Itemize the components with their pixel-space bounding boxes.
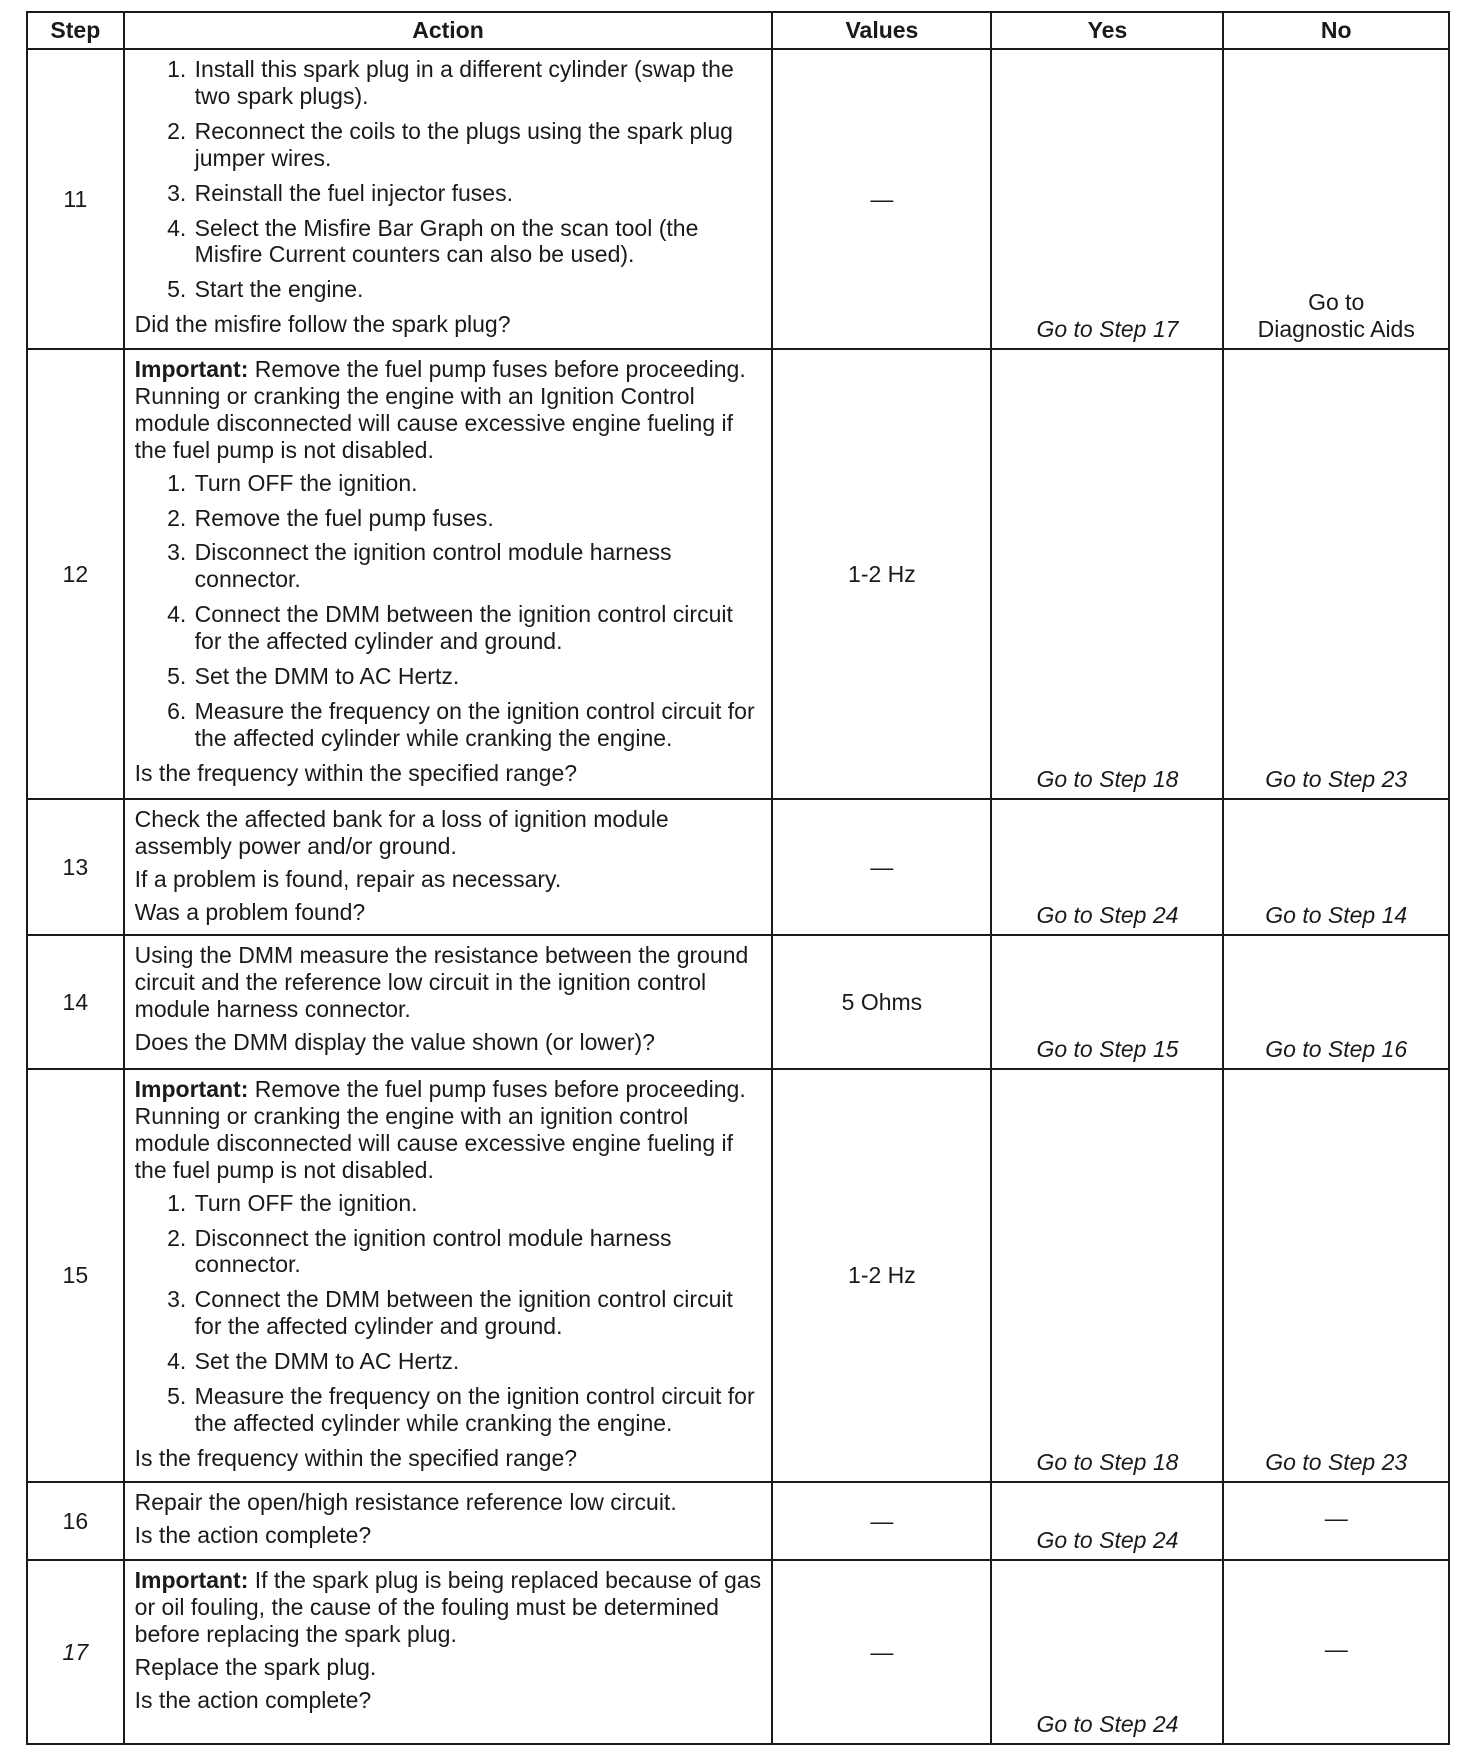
important-text: Remove the fuel pump fuses before proceeding. Running or cranking the engine with an Ignition Control module disconnected will cause excessive engine fueling if the fuel pump is not disabled.: [134, 356, 746, 463]
header-no: No: [1223, 12, 1449, 49]
no-cell: —: [1223, 1482, 1449, 1560]
no-cell: Go to Step 16: [1223, 935, 1449, 1069]
step-number: 13: [27, 799, 124, 935]
important-note: [135, 356, 762, 464]
action-cell: [124, 49, 773, 349]
important-label: Important:: [134, 356, 249, 382]
list-item: 5. Set the DMM to AC Hertz.: [193, 663, 762, 690]
action-question: Is the action complete?: [134, 1521, 372, 1548]
list-item: 4. Set the DMM to AC Hertz.: [193, 1348, 762, 1375]
table-row: [27, 1560, 1449, 1744]
no-cell: [1223, 49, 1449, 349]
header-yes: Yes: [991, 12, 1223, 49]
action-question: Did the misfire follow the spark plug?: [134, 311, 511, 338]
action-text: Check the affected bank for a loss of ignition module assembly power and/or ground.: [134, 806, 669, 859]
values-cell: 1-2 Hz: [772, 349, 991, 799]
step-number: 16: [27, 1482, 124, 1560]
action-text: Repair the open/high resistance reference low circuit.: [134, 1489, 677, 1515]
action-question: Is the frequency within the specified range?: [134, 1444, 578, 1471]
no-line-2: Diagnostic Aids: [1257, 316, 1415, 343]
action-cell: [124, 349, 773, 799]
table-row: [27, 49, 1449, 349]
values-cell: 1-2 Hz: [772, 1069, 991, 1482]
list-item: 5. Start the engine.: [193, 276, 762, 303]
list-item: 6. Measure the frequency on the ignition control circuit for the affected cylinder while cranking the engine.: [193, 698, 762, 752]
important-label: Important:: [134, 1076, 249, 1102]
list-item: 3. Reinstall the fuel injector fuses.: [193, 180, 762, 207]
important-text: Remove the fuel pump fuses before proceeding. Running or cranking the engine with an ignition control module disconnected will cause excessive engine fueling if the fuel pump is not disabled.: [134, 1076, 746, 1183]
action-text: Using the DMM measure the resistance between the ground circuit and the reference low circuit in the ignition control module harness connector.: [134, 942, 749, 1022]
step-number: 17: [27, 1560, 124, 1744]
header-row: [27, 12, 1449, 49]
values-cell: 5 Ohms: [772, 935, 991, 1069]
action-steps-list: [135, 1190, 762, 1437]
list-item: 1. Turn OFF the ignition.: [193, 1190, 762, 1217]
important-text: If the spark plug is being replaced because of gas or oil fouling, the cause of the fouling must be determined before replacing the spark plug.: [134, 1567, 762, 1647]
table-row: [27, 799, 1449, 935]
yes-cell: Go to Step 18: [991, 349, 1223, 799]
step-number: 11: [27, 49, 124, 349]
no-cell: Go to Step 14: [1223, 799, 1449, 935]
action-question: Is the action complete?: [134, 1686, 372, 1713]
no-line-1: Go to: [1308, 289, 1365, 316]
values-cell: —: [772, 49, 991, 349]
action-cell: [124, 1482, 773, 1560]
yes-cell: Go to Step 18: [991, 1069, 1223, 1482]
values-cell: —: [772, 1560, 991, 1744]
table-row: [27, 935, 1449, 1069]
list-item: 2. Remove the fuel pump fuses.: [193, 505, 762, 532]
action-cell: [124, 799, 773, 935]
step-number: 12: [27, 349, 124, 799]
table-row: [27, 1482, 1449, 1560]
action-steps-list: [135, 470, 762, 752]
diagnostic-table: [26, 11, 1450, 1745]
step-number: 15: [27, 1069, 124, 1482]
table-row: [27, 1069, 1449, 1482]
action-question: Was a problem found?: [134, 898, 366, 925]
list-item: 1. Install this spark plug in a different cylinder (swap the two spark plugs).: [193, 56, 762, 110]
action-question: Is the frequency within the specified range?: [134, 759, 578, 786]
header-step: Step: [27, 12, 124, 49]
important-note: [135, 1076, 762, 1184]
action-text: If a problem is found, repair as necessary.: [134, 865, 562, 892]
header-action: Action: [124, 12, 773, 49]
action-steps-list: [135, 56, 762, 303]
list-item: 2. Disconnect the ignition control module harness connector.: [193, 1225, 762, 1279]
yes-cell: Go to Step 15: [991, 935, 1223, 1069]
important-label: Important:: [134, 1567, 249, 1593]
list-item: 3. Connect the DMM between the ignition control circuit for the affected cylinder and ground.: [193, 1286, 762, 1340]
list-item: 4. Connect the DMM between the ignition control circuit for the affected cylinder and ground.: [193, 601, 762, 655]
important-note: [135, 1567, 762, 1648]
yes-cell: Go to Step 17: [991, 49, 1223, 349]
diagnostic-table-page: [26, 11, 1450, 1745]
list-item: 5. Measure the frequency on the ignition control circuit for the affected cylinder while cranking the engine.: [193, 1383, 762, 1437]
action-cell: [124, 1069, 773, 1482]
list-item: 3. Disconnect the ignition control module harness connector.: [193, 539, 762, 593]
values-cell: —: [772, 1482, 991, 1560]
values-cell: —: [772, 799, 991, 935]
yes-cell: Go to Step 24: [991, 1482, 1223, 1560]
no-cell: Go to Step 23: [1223, 349, 1449, 799]
yes-cell: Go to Step 24: [991, 799, 1223, 935]
no-cell: —: [1223, 1560, 1449, 1744]
yes-cell: Go to Step 24: [991, 1560, 1223, 1744]
step-number: 14: [27, 935, 124, 1069]
list-item: 2. Reconnect the coils to the plugs using the spark plug jumper wires.: [193, 118, 762, 172]
action-question: Does the DMM display the value shown (or lower)?: [134, 1028, 655, 1055]
action-text: Replace the spark plug.: [134, 1653, 377, 1680]
table-row: [27, 349, 1449, 799]
action-cell: [124, 935, 773, 1069]
action-cell: [124, 1560, 773, 1744]
list-item: 4. Select the Misfire Bar Graph on the scan tool (the Misfire Current counters can also be used).: [193, 215, 762, 269]
header-values: Values: [772, 12, 991, 49]
list-item: 1. Turn OFF the ignition.: [193, 470, 762, 497]
no-cell: Go to Step 23: [1223, 1069, 1449, 1482]
